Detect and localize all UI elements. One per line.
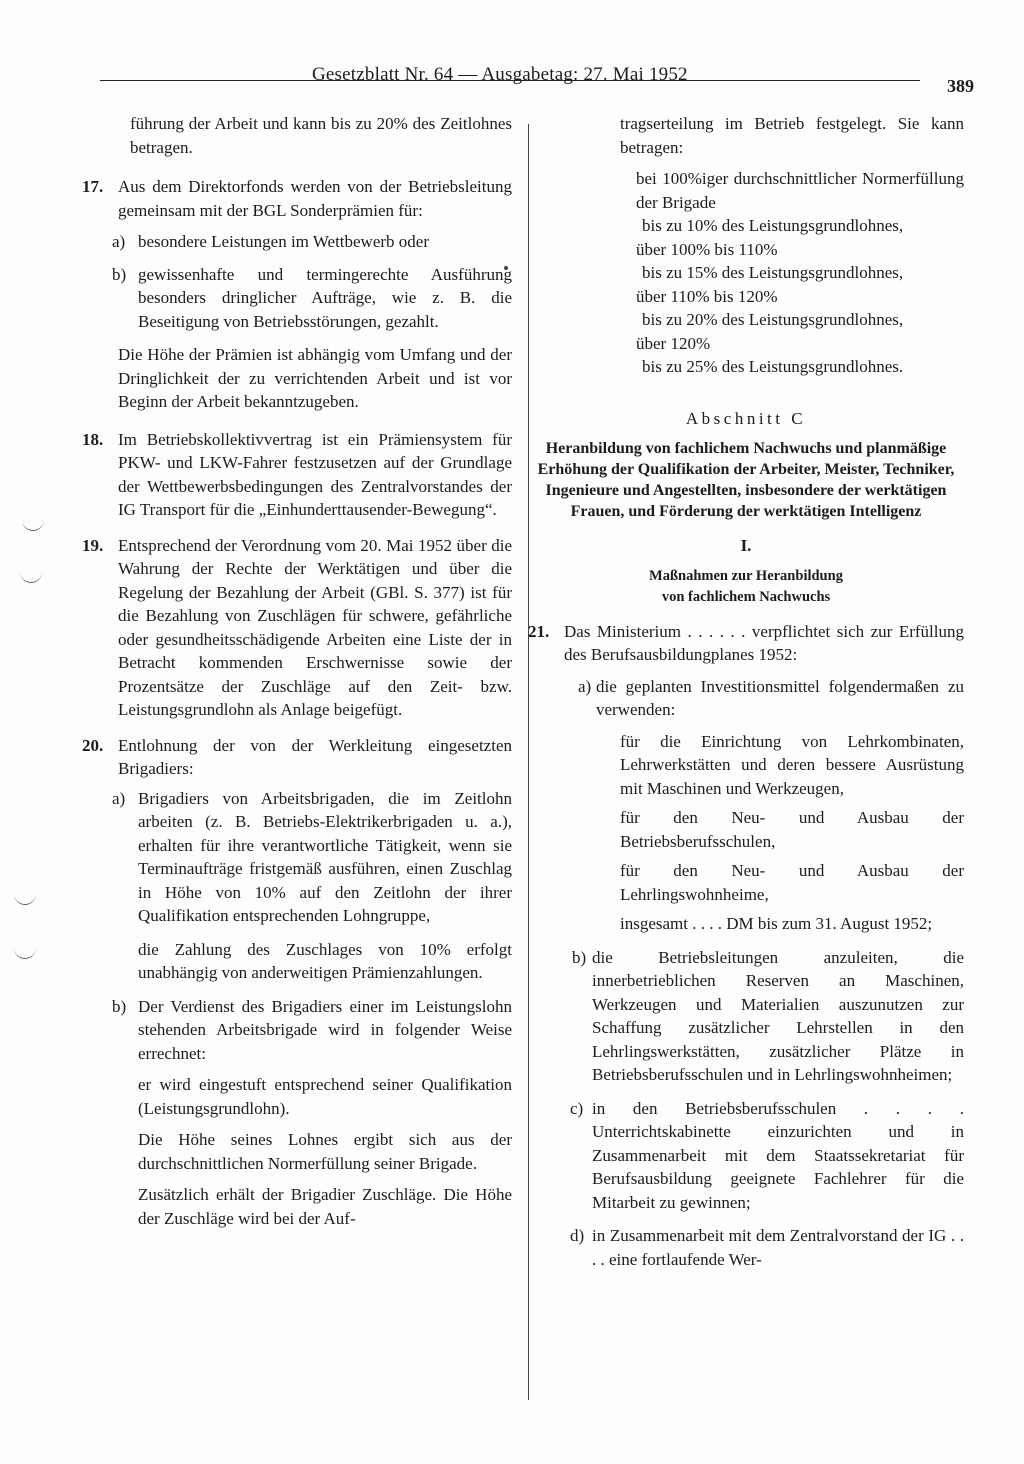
item-21 [528,620,964,667]
sub-text-continued: Zusätzlich erhält der Brigadier Zuschläge. Die Höhe der Zuschläge wird bei der Auf- [138,1185,512,1228]
item-21-c [528,1097,964,1215]
item-21-a-4: insgesamt . . . . DM bis zum 31. August 1952; [620,914,933,933]
rate-condition: bei 100%iger durchschnittlicher Normerfüllung der Brigade [636,169,964,212]
item-number: 19. [82,535,104,555]
rate-condition: über 100% bis 110% [636,239,778,259]
item-21-a [528,675,964,722]
sub-text: gewissenhafte und termingerechte Ausführung besonders dringlicher Aufträge, wie z. B. die Beseitigung von Betriebsstörungen, gezahlt. [138,264,512,331]
part-number: I. [740,536,752,555]
sub-label: a) [112,232,126,251]
item-21-a-3: für den Neu- und Ausbau der Lehrlingswohnheime, [620,861,964,904]
item-number: 20. [82,735,104,755]
item-number: 18. [82,429,104,449]
margin-mark [14,948,36,959]
rate-condition: über 110% bis 120% [636,286,778,306]
sub-label: b) [572,947,587,967]
item-20 [82,734,512,781]
page-number: 389 [947,76,974,96]
item-17-a [82,230,512,254]
section-heading: Abschnitt C [685,408,807,428]
rate-value: bis zu 10% des Leistungsgrundlohnes, [642,216,904,235]
item-19 [82,534,512,722]
section-title: Heranbildung von fachlichem Nachwuchs und planmäßige Erhöhung der Qualifikation der Arbeiter, Meister, Techniker, Ingenieure und Angestellten, insbesondere der werktätigen Frauen, und Förderung der werktätigen Intelligenz [537,440,955,520]
sub-text-continued: Die Höhe seines Lohnes ergibt sich aus der durchschnittlichen Normerfüllung seiner Brigade. [138,1130,512,1173]
margin-mark [14,894,36,905]
item-21-d [528,1224,964,1271]
page-header [100,64,974,96]
item-text: Entlohnung der von der Werkleitung eingesetzten Brigadiers: [118,735,512,778]
item-text: Das Ministerium . . . . . . verpflichtet sich zur Erfüllung des Berufsausbildungplanes 1952: [564,621,964,664]
item-17-paragraph: Die Höhe der Prämien ist abhängig vom Umfang und der Dringlichkeit der zu verrichtenden Arbeit und ist vor Beginn der Arbeit bekanntzugeben. [118,345,512,411]
item-number: 21. [528,621,550,641]
header-rule [100,80,920,81]
sub-text: in Zusammenarbeit mit dem Zentralvorstand der IG . . . . eine fortlaufende Wer- [592,1226,964,1269]
left-column [82,112,512,1230]
sub-text: Brigadiers von Arbeitsbrigaden, die im Zeitlohn arbeiten (z. B. Betriebs-Elektrikerbrigaden u. a.), erhalten für ihre verantwortliche Tätigkeit, wenn sie Terminaufträge fristgemäß ausführen, einen Zuschlag in Höhe von 10% auf den Zeitlohn der ihrer Qualifikation entsprechenden Lohngruppe, [138,788,512,925]
continuation-text: tragserteilung im Betrieb festgelegt. Sie kann betragen: [620,114,964,157]
item-17 [82,175,512,222]
sub-label: b) [112,264,127,284]
item-text: Im Betriebskollektivvertrag ist ein Prämiensystem für PKW- und LKW-Fahrer festzusetzen auf der Grundlage der Wettbewerbsbedingungen des Zentralvorstandes der IG Transport für die „Einhunderttausender-Bewegung“. [118,429,512,519]
sub-text-continued: er wird eingestuft entsprechend seiner Qualifikation (Leistungsgrundlohn). [138,1075,512,1118]
margin-mark [20,572,42,583]
rate-value: bis zu 25% des Leistungsgrundlohnes. [642,357,904,376]
rate-condition: über 120% [636,333,711,353]
sub-text-continued: die Zahlung des Zuschlages von 10% erfolgt unabhängig von anderweitigen Prämienzahlungen. [138,939,512,982]
continuation-text: führung der Arbeit und kann bis zu 20% des Zeitlohnes betragen. [130,114,512,157]
rate-list [528,167,964,379]
item-17-b [82,263,512,334]
item-20-b [82,995,512,1231]
right-column [528,112,964,1271]
sub-text: in den Betriebsberufsschulen . . . . Unterrichtskabinette einzurichten und in Zusammenarbeit mit dem Staatssekretariat für Berufsausbildung geeignete Fachlehrer für die Mitarbeit zu gewinnen; [592,1098,964,1212]
item-18 [82,428,512,522]
item-number: 17. [82,177,104,196]
part-title-line-1: Maßnahmen zur Heranbildung [649,567,843,584]
sub-text: Der Verdienst des Brigadiers einer im Leistungslohn stehenden Arbeitsbrigade wird in folgender Weise errechnet: [138,996,512,1063]
item-text: Aus dem Direktorfonds werden von der Betriebsleitung gemeinsam mit der BGL Sonderprämien für: [118,177,512,220]
sub-label: d) [570,1226,585,1245]
header-title: Gesetzblatt Nr. 64 — Ausgabetag: 27. Mai 1952 [312,64,688,85]
item-20-a [82,787,512,985]
sub-label: a) [112,788,126,808]
item-21-a-2: für den Neu- und Ausbau der Betriebsberufsschulen, [620,808,964,851]
item-21-b [528,946,964,1087]
sub-text: die geplanten Investitionsmittel folgendermaßen zu verwenden: [596,676,964,719]
item-21-a-1: für die Einrichtung von Lehrkombinaten, Lehrwerkstätten und deren bessere Ausrüstung mit Maschinen und Werkzeugen, [620,731,964,798]
part-title-line-2: von fachlichem Nachwuchs [661,588,831,605]
item-text: Entsprechend der Verordnung vom 20. Mai 1952 über die Wahrung der Rechte der Werktätigen und über die Regelung der Bezahlung der Arbeit (GBl. S. 377) ist für die Bezahlung von Zuschlägen für schwere, gefährliche oder gesundheitsschädigende Arbeiten eine Liste der in Betracht kommenden Erschwernisse sowie der Prozentsätze der Zuschläge auf den Zeit- bzw. Leistungsgrundlohn als Anlage beigefügt. [118,535,512,719]
sub-label: b) [112,996,127,1016]
rate-value: bis zu 15% des Leistungsgrundlohnes, [642,263,904,282]
sub-label: c) [570,1098,584,1118]
rate-value: bis zu 20% des Leistungsgrundlohnes, [642,310,904,329]
margin-mark [22,520,44,531]
sub-text: die Betriebsleitungen anzuleiten, die innerbetrieblichen Reserven an Maschinen, Werkzeugen und Materialien auszunutzen zur Schaffung zusätzlicher Lehrstellen in den Lehrlingswerkstätten, zusätzlicher Plätze in Betriebsberufsschulen und in Lehrlingswohnheimen; [592,947,964,1084]
sub-label: a) [578,676,592,696]
sub-text: besondere Leistungen im Wettbewerb oder [138,232,430,251]
